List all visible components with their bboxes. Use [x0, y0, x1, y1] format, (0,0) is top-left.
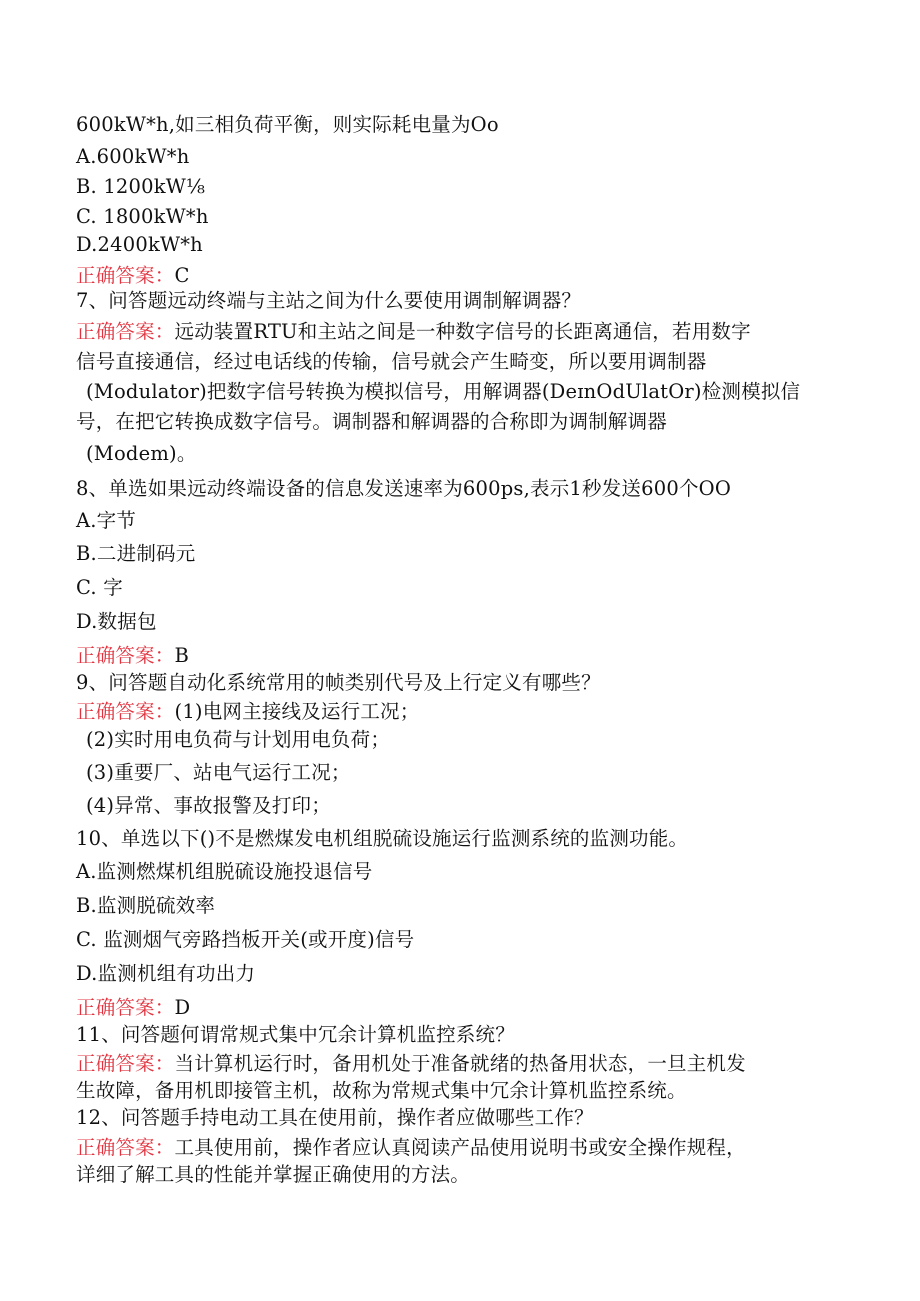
q7-answer-line-4: 号，在把它转换成数字信号。调制器和解调器的合称即为调制解调器 — [76, 410, 668, 433]
q8-question: 8、单选如果远动终端设备的信息发送速率为600ps,表示1秒发送600个OO — [76, 477, 732, 500]
q7-answer-line-3: (Modulator)把数字信号转换为模拟信号，用解调器(DeɪnOdUlatOr)检测模拟信 — [86, 380, 801, 403]
q7-answer-text-1: 远动装置RTU和主站之间是一种数字信号的长距离通信，若用数字 — [174, 320, 751, 343]
q10-option-d: D.监测机组有功出力 — [76, 962, 256, 985]
q8-answer-value: B — [174, 644, 190, 667]
q10-answer-value: D — [174, 996, 191, 1019]
q11-answer-line-2: 生故障，备用机即接管主机，故称为常规式集中冗余计算机监控系统。 — [76, 1079, 687, 1102]
answer-label: 正确答案： — [76, 1136, 175, 1159]
q7-question: 7、问答题远动终端与主站之间为什么要使用调制解调器？ — [76, 289, 582, 312]
q6-option-d: D.2400kW*h — [76, 233, 203, 256]
q6-option-a: A.600kW*h — [76, 145, 190, 168]
q10-question: 10、单选以下()不是燃煤发电机组脱硫设施运行监测系统的监测功能。 — [76, 827, 689, 850]
q10-option-b: B.监测脱硫效率 — [76, 894, 216, 917]
q7-answer-line-2: 信号直接通信，经过电话线的传输，信号就会产生畸变，所以要用调制器 — [76, 350, 707, 373]
answer-label: 正确答案： — [76, 264, 175, 287]
q9-question: 9、问答题自动化系统常用的帧类别代号及上行定义有哪些？ — [76, 671, 601, 694]
q7-answer-line-1 — [76, 320, 751, 344]
q8-option-c: C. 字 — [76, 576, 123, 599]
q6-option-b: B. 1200kW⅛ — [76, 175, 206, 198]
q12-answer-line-2: 详细了解工具的性能并掌握正确使用的方法。 — [76, 1163, 471, 1186]
answer-label: 正确答案： — [76, 644, 175, 667]
q8-answer — [76, 644, 189, 668]
q11-answer-text-1: 当计算机运行时，备用机处于准备就绪的热备用状态，一旦主机发 — [174, 1052, 746, 1075]
q9-answer-line-3: (3)重要厂、站电气运行工况； — [86, 761, 351, 784]
answer-label: 正确答案： — [76, 320, 175, 343]
q9-answer-line-4: (4)异常、事故报警及打印； — [86, 794, 331, 817]
q8-option-b: B.二进制码元 — [76, 542, 196, 565]
q8-option-a: A.字节 — [76, 509, 137, 532]
q6-answer-value: C — [174, 264, 190, 287]
q6-option-c: C. 1800kW*h — [76, 205, 209, 228]
q12-answer-text-1: 工具使用前，操作者应认真阅读产品使用说明书或安全操作规程， — [174, 1136, 746, 1159]
q6-answer — [76, 264, 190, 288]
answer-label: 正确答案： — [76, 700, 175, 723]
q11-answer-line-1 — [76, 1052, 746, 1076]
q9-answer-line-2: (2)实时用电负荷与计划用电负荷； — [86, 728, 391, 751]
q12-question: 12、问答题手持电动工具在使用前，操作者应做哪些工作？ — [76, 1106, 594, 1129]
q11-question: 11、问答题何谓常规式集中冗余计算机监控系统？ — [76, 1023, 515, 1046]
q12-answer-line-1 — [76, 1136, 746, 1160]
q9-answer-text-1: (1)电网主接线及运行工况； — [174, 700, 420, 723]
q9-answer-line-1 — [76, 700, 419, 724]
q6-stem-tail: 600kW*h,如三相负荷平衡，则实际耗电量为Oo — [76, 113, 499, 136]
q10-option-c: C. 监测烟气旁路挡板开关(或开度)信号 — [76, 928, 415, 951]
answer-label: 正确答案： — [76, 1052, 175, 1075]
q7-answer-line-5: (Modem)。 — [86, 442, 197, 465]
q10-option-a: A.监测燃煤机组脱硫设施投退信号 — [76, 860, 373, 883]
q8-option-d: D.数据包 — [76, 610, 157, 633]
q10-answer — [76, 996, 190, 1020]
answer-label: 正确答案： — [76, 996, 175, 1019]
